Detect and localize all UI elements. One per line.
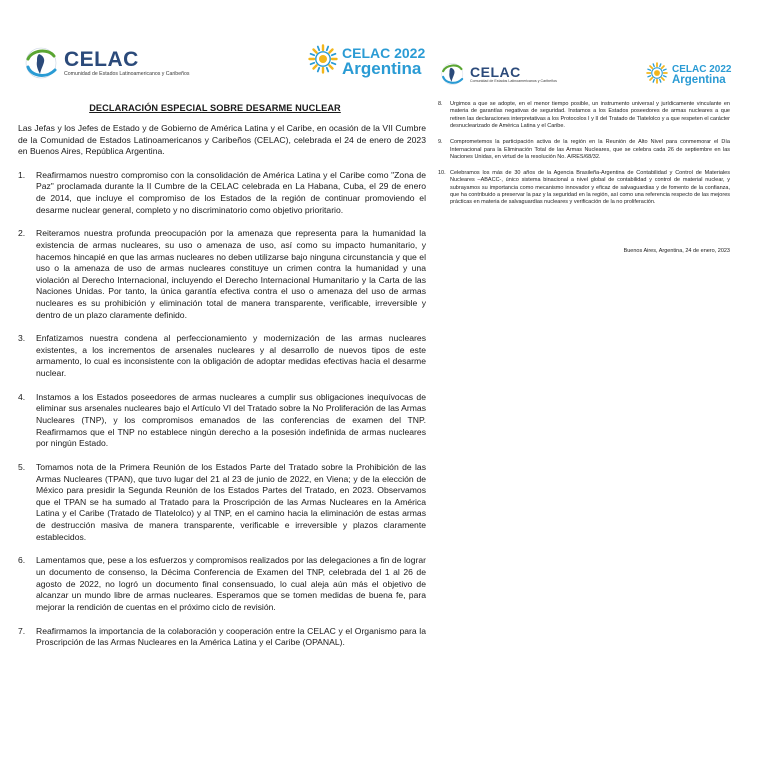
- item-text: Lamentamos que, pese a los esfuerzos y compromisos realizados por las delegaciones a fin de lograr un documento de consenso, la Décima Conferencia de Examen del TNP, celebrada del 1 al 26 de agosto de 2022, no logró un documento final consensuado, lo cual aleja aún más el objetivo de alcanzar un mundo libre de armas nucleares. Esperamos que se tomen medidas de buena fe, para mejorar la rendición de cuentas en el próximo ciclo de revisión.: [36, 555, 426, 612]
- list-item: [18, 462, 426, 543]
- list-item: [438, 101, 730, 131]
- list-item: [18, 555, 426, 613]
- item-number: 4.: [18, 391, 26, 402]
- list-item: [18, 228, 426, 321]
- celac-logo: [440, 62, 557, 86]
- event-logo-line1: CELAC 2022: [672, 63, 732, 75]
- item-number: 3.: [18, 333, 26, 344]
- closing-place-date: Buenos Aires, Argentina, 24 de enero, 2023: [623, 248, 730, 254]
- intro-paragraph: Las Jefas y los Jefes de Estado y de Gobierno de América Latina y el Caribe, en ocasión de la VII Cumbre de la Comunidad de Estados Latinoamericanos y Caribeños (CELAC), celebrada el 24 de enero de 2023 en Buenos Aires, República Argentina.: [18, 123, 426, 157]
- item-text: Urgimos a que se adopte, en el menor tiempo posible, un instrumento universal y jurídicamente vinculante en materia de garantías negativas de seguridad. Instamos a los Estados poseedores de armas nucleares a que retiren las declaraciones interpretativas a los Protocolos I y II del Tratado de Tlatelolco y a que respeten el carácter desnuclearizado de América Latina y el Caribe.: [450, 101, 730, 130]
- celac-globe-icon: [440, 62, 466, 86]
- item-number: 10.: [438, 169, 446, 176]
- celac-2022-argentina-logo: [646, 62, 731, 89]
- item-text: Tomamos nota de la Primera Reunión de los Estados Parte del Tratado sobre la Prohibición de las Armas Nucleares (TPAN), que tuvo lugar del 21 al 23 de junio de 2022, en Viena; y de la elección de México para presidir la Segunda Reunión de los Estados Partes del Tratado, en 2023. Observamos que el TPAN se ha sumado al Tratado para la Proscripción de las Armas Nucleares en la América Latina y el Caribe (Tratado de Tlatelolco) y al TNP, en el camino hacia la eliminación de estas armas de destrucción masiva de manera transparente, verificable e irreversible y plazos claramente establecidos.: [36, 462, 426, 542]
- item-number: 7.: [18, 625, 26, 636]
- celac-logo-name: CELAC: [64, 47, 139, 71]
- item-text: Enfatizamos nuestra condena al perfeccionamiento y modernización de las armas nucleares existentes, a los incrementos de arsenales nucleares y al desarrollo de nuevos tipos de este armamento, lo cual es inconsistente con la obligación de adoptar medidas efectivas hacia el desarme nuclear.: [36, 333, 426, 379]
- document-page-2: [432, 0, 768, 768]
- item-text: Reafirmamos nuestro compromiso con la consolidación de América Latina y el Caribe como "Zona de Paz" proclamada durante la II Cumbre de la CELAC celebrada en La Habana, Cuba, el 29 de enero de 2014, que incluye el compromiso de los Estados de la región de continuar promoviendo el desarme nuclear general, completo y no discriminatorio como objetivo prioritario.: [36, 169, 426, 215]
- list-item: [438, 139, 730, 161]
- document-title: DECLARACIÓN ESPECIAL SOBRE DESARME NUCLEAR: [89, 103, 341, 113]
- item-text: Reiteramos nuestra profunda preocupación por la amenaza que representa para la humanidad la existencia de armas nucleares, su uso o amenaza de uso, así como su impacto humanitario, y hacemos hincapié en que las armas nucleares no deben utilizarse bajo ninguna circunstancia y que el uso o la amenaza de uso de armas nucleares constituye un crimen contra la humanidad y una violación al Derecho Internacional, incluyendo el Derecho Internacional Humanitario y la Carta de las Naciones Unidas. Por tanto, la única garantía efectiva contra el uso o amenaza del uso de armas nucleares es su prohibición y eliminación total de manera transparente, verificable, irreversible y dentro de un plazo claramente definido.: [36, 228, 426, 320]
- document-body: [18, 123, 426, 661]
- list-item: [18, 392, 426, 450]
- document-body: [438, 101, 730, 215]
- item-number: 8.: [438, 101, 443, 107]
- list-item: [18, 170, 426, 216]
- celac-logo-subtitle: Comunidad de Estados Latinoamericanos y Caribeños: [470, 78, 557, 83]
- item-number: 9.: [438, 139, 443, 146]
- item-text: Reafirmamos la importancia de la colaboración y cooperación entre la CELAC y el Organismo para la Proscripción de las Armas Nucleares en la América Latina y el Caribe (OPANAL).: [36, 625, 426, 648]
- item-number: 6.: [18, 555, 26, 566]
- celac-logo: [24, 46, 189, 80]
- celac-globe-icon: [24, 46, 60, 80]
- item-text: Celebramos los más de 30 años de la Agencia Brasileña-Argentina de Contabilidad y Control de Materiales Nucleares –ABACC-, único sistema binacional a nivel global de contabilidad y control de material nuclear, y subrayamos su importancia como mecanismo innovador y eficaz de salvaguardias y de fomento de la confianza, que ha contribuido a preservar la paz y la seguridad en la región, así como una referencia respecto de las mejores prácticas en materia de salvaguardias nucleares y verificación de la no proliferación.: [450, 169, 730, 206]
- item-number: 1.: [18, 169, 26, 180]
- event-logo-line2: Argentina: [672, 73, 726, 86]
- item-number: 5.: [18, 462, 26, 472]
- list-item: [438, 170, 730, 207]
- item-text: Comprometemos la participación activa de la región en la Reunión de Alto Nivel para conmemorar el Día Internacional para la Eliminación Total de las Armas Nucleares, que se celebra cada 26 de septiembre en las Naciones Unidas, en virtud de la resolución No. A/RES/68/32.: [450, 139, 730, 160]
- celac-logo-subtitle: Comunidad de Estados Latinoamericanos y Caribeños: [64, 70, 190, 77]
- event-logo-line2: Argentina: [342, 59, 422, 78]
- event-logo-line1: CELAC 2022: [342, 45, 426, 61]
- item-text: Instamos a los Estados poseedores de armas nucleares a cumplir sus obligaciones inequívocas de eliminar sus arsenales nucleares bajo el Artículo VI del Tratado sobre la No Proliferación de las Armas Nucleares (TNP), y los compromisos emanados de las conferencias de examen del TNP. Reafirmamos que el TNP no establece ningún derecho a la posesión indefinida de armas nucleares por ningún Estado.: [36, 391, 426, 449]
- celac-logo-name: CELAC: [470, 63, 521, 80]
- sun-icon: [646, 62, 668, 89]
- sun-icon: [308, 44, 338, 79]
- list-item: [18, 333, 426, 379]
- celac-2022-argentina-logo: [308, 44, 425, 79]
- numbered-list: [18, 170, 426, 649]
- list-item: [18, 626, 426, 649]
- item-number: 2.: [18, 228, 26, 239]
